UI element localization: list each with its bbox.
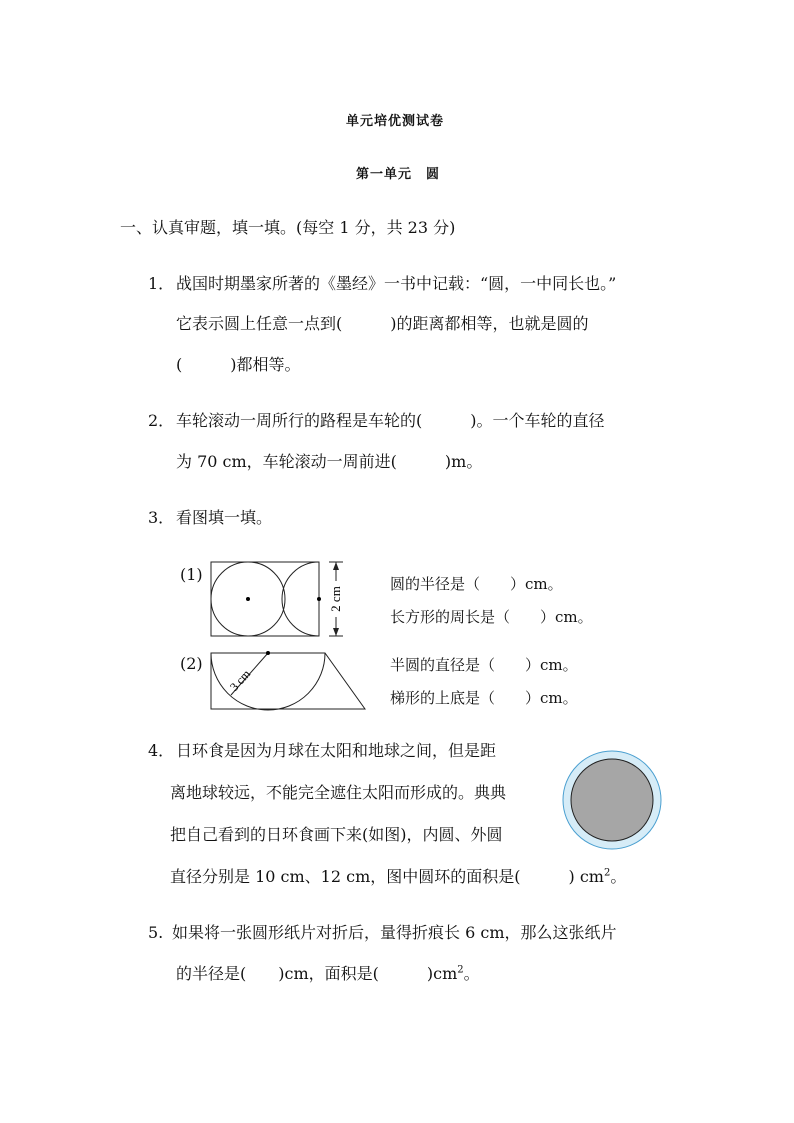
question-text-line: 看图填一填。: [176, 508, 273, 527]
question-text: 。: [610, 867, 627, 886]
question-text-line: 圆的半径是（ ）cm。: [390, 575, 563, 593]
center-dot: [266, 651, 270, 655]
inner-circle: [571, 759, 653, 841]
question-text-line: 战国时期墨家所著的《墨经》一书中记载：“圆，一中同长也。”: [176, 274, 617, 293]
question-number: 5.: [148, 923, 164, 942]
question-number: 1．: [148, 274, 175, 293]
superscript: 2: [457, 964, 464, 976]
section-heading: 一、认真审题，填一填。(每空 1 分，共 23 分): [120, 218, 456, 237]
superscript: 2: [603, 867, 611, 879]
question-text-line: 如果将一张圆形纸片对折后，量得折痕长 6 cm，那么这张纸片: [172, 923, 617, 942]
page-subtitle: 第一单元 圆: [356, 167, 441, 182]
figure-label: (1): [180, 565, 203, 584]
question-text: 。: [463, 964, 480, 983]
question-text: 直径分别是 10 cm、12 cm，图中圆环的面积是( ) cm: [170, 867, 604, 886]
dimension-label: 2 cm: [328, 586, 343, 612]
question-number: 4．: [148, 741, 175, 760]
figure-label: (2): [180, 654, 203, 673]
annular-eclipse-figure: [560, 748, 664, 852]
question-text-line: 梯形的上底是（ ）cm。: [390, 689, 578, 707]
rectangle-shape: [211, 562, 319, 636]
question-text-line: 离地球较远，不能完全遮住太阳而形成的。典典: [170, 783, 507, 802]
question-text-line: 为 70 cm，车轮滚动一周前进( )m。: [176, 452, 483, 471]
arrow-down: [333, 628, 339, 636]
question-text-line: [170, 867, 626, 887]
question-text-line: 把自己看到的日环食画下来(如图)，内圆、外圆: [170, 825, 503, 844]
radius-label: 3 cm: [226, 666, 254, 694]
question-text-line: 半圆的直径是（ ）cm。: [390, 656, 578, 674]
question-text-line: 长方形的周长是（ ）cm。: [390, 608, 593, 626]
center-dot: [246, 597, 250, 601]
question-text-line: 日环食是因为月球在太阳和地球之间，但是距: [176, 741, 497, 760]
question-text-line: 车轮滚动一周所行的路程是车轮的( )。一个车轮的直径: [176, 411, 605, 430]
question-number: 2．: [148, 411, 175, 430]
question-text-line: ( )都相等。: [176, 355, 301, 374]
question-text-line: [176, 964, 480, 984]
question-text: 的半径是( )cm，面积是( )cm: [176, 964, 458, 983]
trapezoid-semicircle-figure: [205, 647, 375, 713]
question-text-line: 它表示圆上任意一点到( )的距离都相等，也就是圆的: [176, 314, 589, 333]
rectangle-circles-figure: [205, 556, 355, 646]
arrow-up: [333, 562, 339, 570]
half-circle-shape: [282, 562, 319, 636]
page-title: 单元培优测试卷: [346, 114, 445, 129]
question-number: 3．: [148, 508, 175, 527]
semicircle-shape: [211, 653, 325, 710]
center-dot: [317, 597, 321, 601]
